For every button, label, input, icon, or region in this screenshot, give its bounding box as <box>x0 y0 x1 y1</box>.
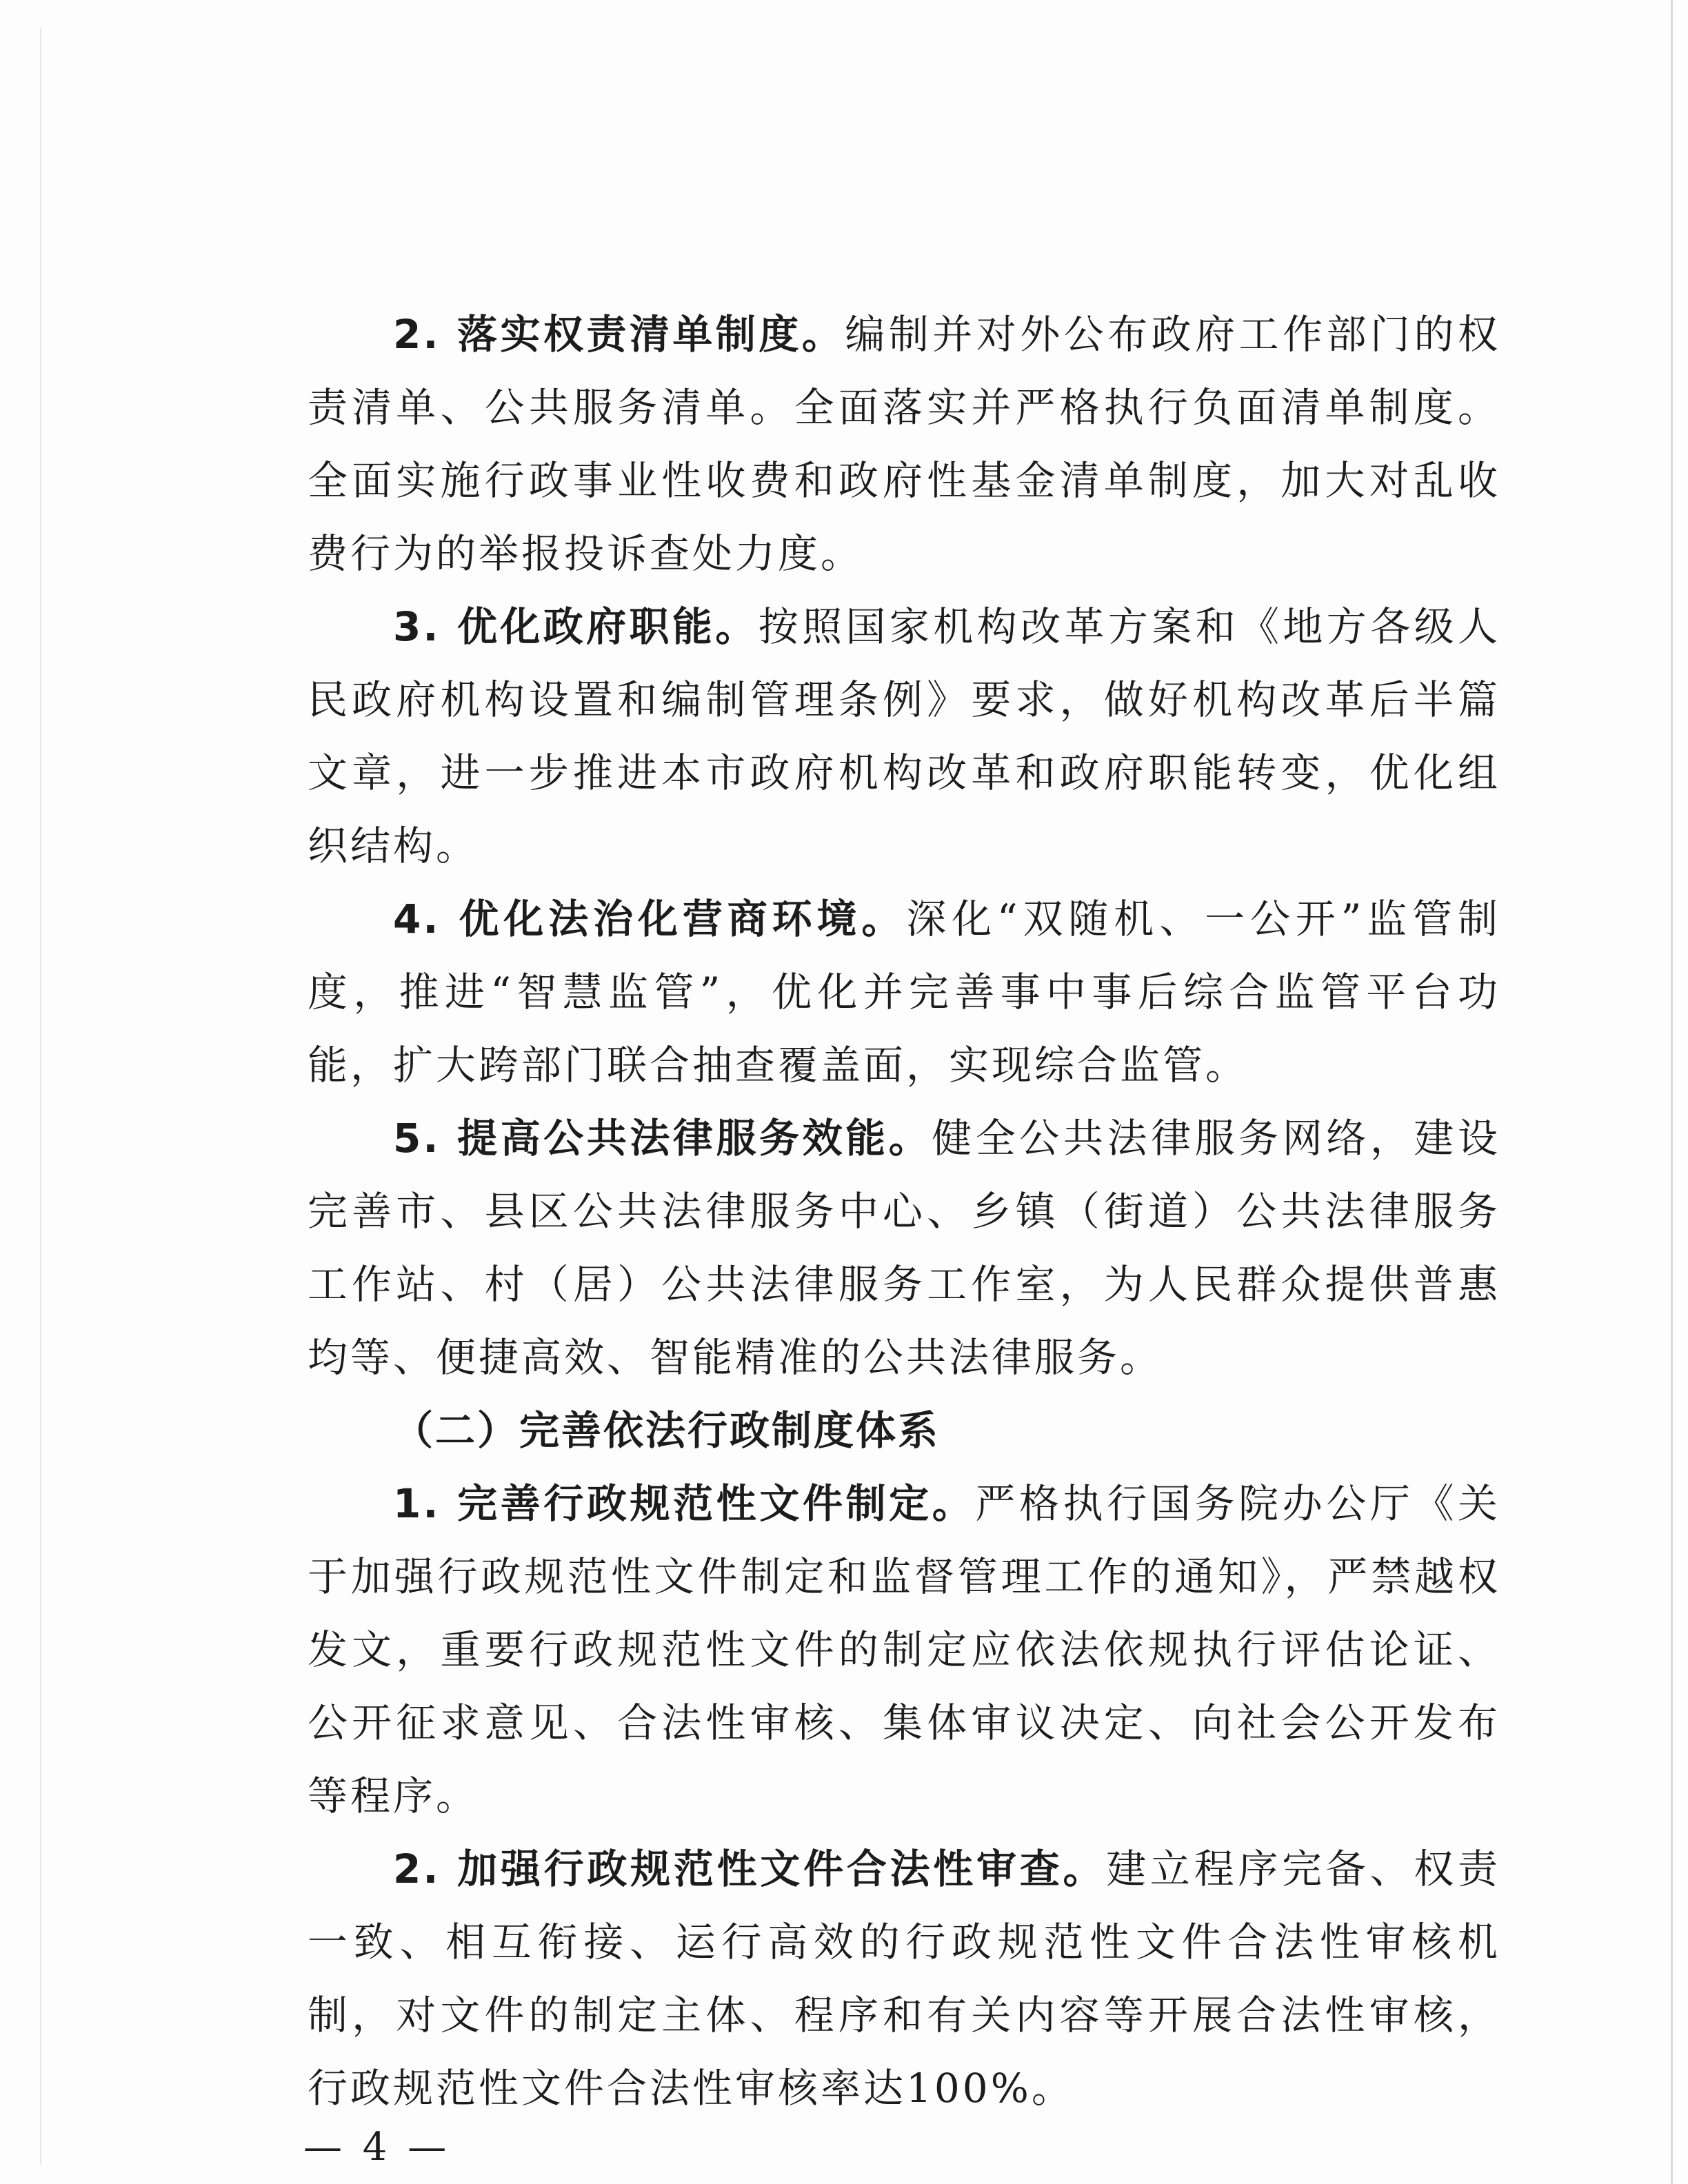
paragraph-body: 按照国家机构改革方案和《地方各级人民政府机构设置和编制管理条例》要求，做好机构改革后半篇文章，进一步推进本市政府机构改革和政府职能转变，优化组织结构。 <box>308 603 1500 869</box>
paragraph-section-item-1-normative-documents <box>308 1467 1500 1832</box>
paragraph-title: 4. 优化法治化营商环境。 <box>393 896 907 942</box>
paragraph-title: 5. 提高公共法律服务效能。 <box>393 1115 932 1162</box>
paragraph-body: 深化“双随机、一公开”监管制度，推进“智慧监管”，优化并完善事中事后综合监管平台功能，扩大跨部门联合抽查覆盖面，实现综合监管。 <box>308 896 1500 1089</box>
paragraph-title: 3. 优化政府职能。 <box>393 603 758 650</box>
page-number: — 4 — <box>303 2125 451 2170</box>
document-body <box>308 298 1500 2125</box>
paragraph-title: 2. 落实权责清单制度。 <box>393 311 845 358</box>
scan-edge-right <box>1671 0 1673 2184</box>
paragraph-body: 健全公共法律服务网络，建设完善市、县区公共法律服务中心、乡镇（街道）公共法律服务工作站、村（居）公共法律服务工作室，为人民群众提供普惠均等、便捷高效、智能精准的公共法律服务。 <box>308 1115 1500 1381</box>
paragraph-title: 2. 加强行政规范性文件合法性审查。 <box>393 1846 1107 1892</box>
paragraph-body: 严格执行国务院办公厅《关于加强行政规范性文件制定和监督管理工作的通知》，严禁越权发文，重要行政规范性文件的制定应依法依规执行评估论证、公开征求意见、合法性审核、集体审议决定、向社会公开发布等程序。 <box>308 1480 1500 1819</box>
scan-edge-left <box>40 28 41 2165</box>
paragraph-body: 编制并对外公布政府工作部门的权责清单、公共服务清单。全面落实并严格执行负面清单制度。全面实施行政事业性收费和政府性基金清单制度，加大对乱收费行为的举报投诉查处力度。 <box>308 311 1500 577</box>
paragraph-item-2-responsibility-list <box>308 298 1500 590</box>
paragraph-item-3-optimize-functions <box>308 590 1500 882</box>
paragraph-section-item-2-legality-review <box>308 1832 1500 2125</box>
paragraph-title: 1. 完善行政规范性文件制定。 <box>393 1480 976 1527</box>
paragraph-body: 建立程序完备、权责一致、相互衔接、运行高效的行政规范性文件合法性审核机制，对文件的制定主体、程序和有关内容等开展合法性审核，行政规范性文件合法性审核率达100%。 <box>308 1846 1500 2112</box>
paragraph-item-5-legal-services <box>308 1102 1500 1394</box>
paragraph-item-4-business-environment <box>308 882 1500 1102</box>
section-heading: （二）完善依法行政制度体系 <box>393 1407 941 1454</box>
